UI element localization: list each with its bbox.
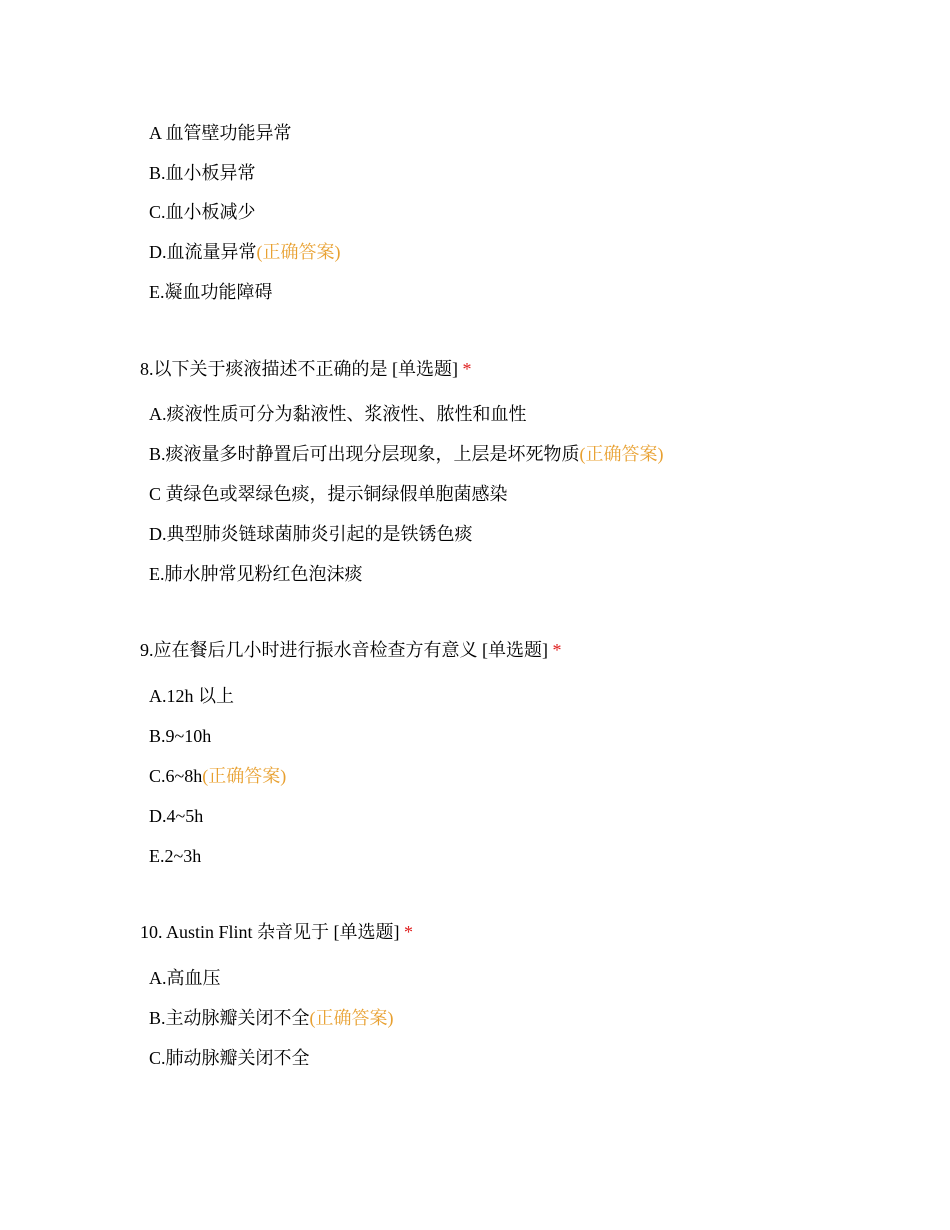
option-text: A.12h 以上 [149, 686, 234, 706]
q10-option-c [149, 1047, 310, 1069]
q7-option-a [149, 122, 292, 144]
option-text: D.血流量异常 [149, 242, 257, 262]
correct-answer-marker: (正确答案) [579, 444, 664, 464]
option-text: A 血管壁功能异常 [149, 123, 292, 143]
question-text: 8.以下关于痰液描述不正确的是 [单选题] [140, 359, 458, 379]
option-text: C.6~8h [149, 766, 203, 786]
option-text: D.4~5h [149, 806, 204, 826]
q8-option-d [149, 523, 473, 545]
option-text: E.2~3h [149, 846, 202, 866]
correct-answer-marker: (正确答案) [202, 766, 287, 786]
option-text: A.痰液性质可分为黏液性、浆液性、脓性和血性 [149, 404, 527, 424]
question-10-title [140, 921, 413, 943]
q8-option-e [149, 563, 363, 585]
q10-option-a [149, 967, 221, 989]
question-8-title [140, 358, 472, 380]
option-text: C.血小板减少 [149, 202, 256, 222]
q7-option-c [149, 201, 256, 223]
required-marker: * [552, 640, 562, 660]
q7-option-b [149, 162, 256, 184]
option-text: E.肺水肿常见粉红色泡沫痰 [149, 564, 363, 584]
q9-option-d [149, 805, 203, 827]
option-text: E.凝血功能障碍 [149, 282, 273, 302]
option-text: C.肺动脉瓣关闭不全 [149, 1048, 310, 1068]
option-text: D.典型肺炎链球菌肺炎引起的是铁锈色痰 [149, 524, 473, 544]
required-marker: * [404, 922, 414, 942]
q8-option-a [149, 403, 527, 425]
option-text: A.高血压 [149, 968, 221, 988]
q10-option-b [149, 1007, 394, 1029]
q8-option-b [149, 443, 664, 465]
option-text: B.痰液量多时静置后可出现分层现象，上层是坏死物质 [149, 444, 580, 464]
option-text: B.9~10h [149, 726, 212, 746]
question-text: 9.应在餐后几小时进行振水音检查方有意义 [单选题] [140, 640, 548, 660]
correct-answer-marker: (正确答案) [309, 1008, 394, 1028]
q9-option-e [149, 845, 201, 867]
q9-option-a [149, 685, 234, 707]
q8-option-c [149, 483, 508, 505]
question-9-title [140, 639, 562, 661]
option-text: B.血小板异常 [149, 163, 256, 183]
option-text: B.主动脉瓣关闭不全 [149, 1008, 310, 1028]
q9-option-c [149, 765, 286, 787]
correct-answer-marker: (正确答案) [256, 242, 341, 262]
q7-option-d [149, 241, 341, 263]
option-text: C 黄绿色或翠绿色痰，提示铜绿假单胞菌感染 [149, 484, 508, 504]
question-text: 10. Austin Flint 杂音见于 [单选题] [140, 922, 400, 942]
q7-option-e [149, 281, 273, 303]
required-marker: * [462, 359, 472, 379]
q9-option-b [149, 725, 211, 747]
